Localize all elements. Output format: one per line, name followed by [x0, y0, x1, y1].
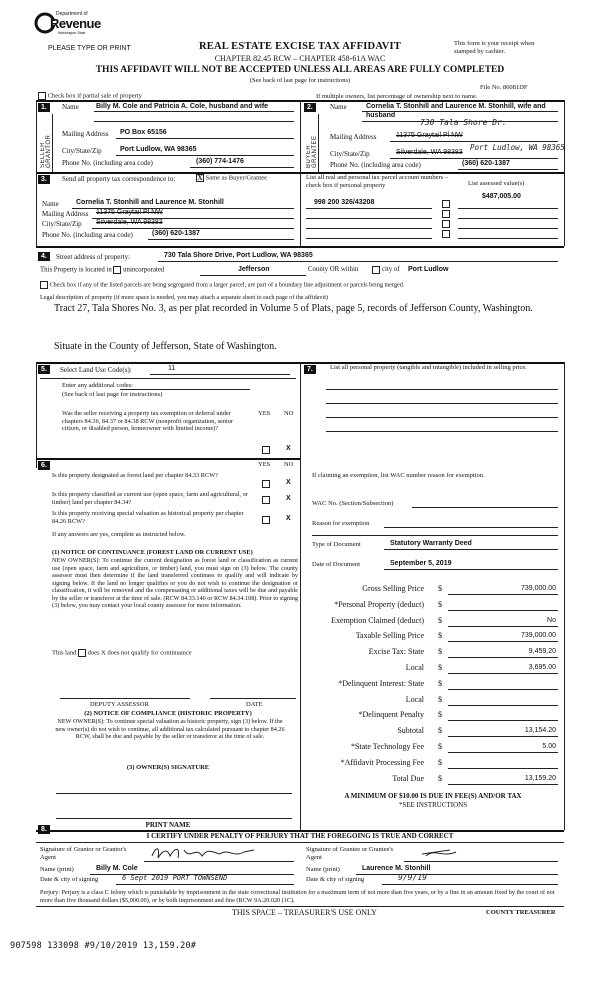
- notice2-body: NEW OWNER(S): To continue special valuation as historic property, sign (3) below. If the new owner(s) do not wish to continue, all additional tax calculated pursuant to chapter 84.26 RCW, shall be due and payable by the seller or transferor at the time of sale.: [55, 718, 285, 740]
- personal-property-label: List all personal property (tangible and intangible) included in selling price.: [330, 364, 527, 371]
- forest-yes-checkbox[interactable]: [262, 480, 270, 488]
- assessed-value-label: List assessed value(s): [468, 180, 525, 187]
- calc-underline: [448, 768, 558, 769]
- deputy-assessor-label: DEPUTY ASSESSOR: [90, 701, 149, 708]
- please-type: PLEASE TYPE OR PRINT: [48, 45, 131, 52]
- buyer-phone[interactable]: (360) 620-1387: [462, 160, 510, 167]
- buyer-mailing-label: Mailing Address: [330, 133, 377, 141]
- certify-statement: I CERTIFY UNDER PENALTY OF PERJURY THAT THE FOREGOING IS TRUE AND CORRECT: [146, 832, 454, 840]
- exemption-no-answer[interactable]: X: [286, 445, 291, 452]
- seller-name[interactable]: Billy M. Cole and Patricia A. Cole, husband and wife: [96, 103, 269, 110]
- sec3-phone[interactable]: (360) 620-1387: [152, 230, 200, 237]
- doc-date-label: Date of Document: [312, 561, 361, 568]
- see-instructions-note: *SEE INSTRUCTIONS: [398, 801, 468, 809]
- legal-description-label: Legal description of property (if more space is needed, you may attach a separate sheet to each page of the affidavit): [40, 294, 328, 301]
- parcel-number[interactable]: 998 200 326/43208: [314, 199, 375, 206]
- list-parcels-label: List all real and personal tax parcel account numbers – check box if personal property: [306, 174, 449, 189]
- forest-question: Is this property designated as forest land per chapter 84.33 RCW?: [52, 472, 218, 479]
- city-name[interactable]: Port Ludlow: [408, 266, 449, 273]
- unincorporated-label: unincorporated: [123, 266, 165, 274]
- partial-sale-row: [38, 92, 142, 100]
- county-name[interactable]: Jefferson: [238, 266, 270, 273]
- same-as-buyer-checkbox[interactable]: X: [197, 174, 203, 182]
- buyer-city-label: City/State/Zip: [330, 150, 370, 158]
- calc-label: Local: [405, 663, 424, 672]
- exemption-wac-label: If claiming an exemption, list WAC number reason for exemption.: [312, 472, 485, 479]
- county-or: County OR within: [308, 266, 359, 273]
- forest-no-answer[interactable]: X: [286, 479, 291, 486]
- city-of-checkbox[interactable]: [372, 266, 380, 274]
- grantor-name-label: Name (print): [40, 866, 74, 873]
- buyer-side-label: BUYER GRANTEE: [306, 135, 318, 168]
- doc-type-label: Type of Document: [312, 541, 361, 548]
- exemption-question: Was the seller receiving a property tax exemption or deferral under chapters 84.36, 84.37 or 84.38 RCW (nonprofit organization, senior citizen, or disabled person, homeowner with limited income)?: [62, 410, 233, 433]
- sec6-no: NO: [284, 461, 294, 468]
- calc-label: Total Due: [392, 773, 424, 783]
- calc-dollar-sign: $: [438, 647, 442, 657]
- this-land-label: This land: [52, 649, 77, 657]
- calc-underline: [448, 705, 558, 706]
- buyer-phone-label: Phone No. (including area code): [330, 161, 421, 169]
- grantee-signature-label: Signature of Grantee or Grantee's Agent: [306, 846, 394, 861]
- receipt-note: This form is your receipt when stamped by cashier.: [454, 40, 535, 55]
- doc-date[interactable]: September 5, 2019: [390, 560, 452, 567]
- calc-underline: [448, 657, 558, 658]
- section-3-number: 3.: [38, 175, 50, 184]
- grantor-date-label: Date & city of signing: [40, 876, 99, 883]
- calc-dollar-sign: $: [438, 615, 442, 625]
- calc-underline: [448, 720, 558, 721]
- unincorporated-checkbox[interactable]: [113, 266, 121, 274]
- calc-underline: [448, 610, 558, 611]
- located-prefix: This Property is located in: [40, 266, 112, 274]
- grantee-signature[interactable]: [420, 846, 460, 860]
- buyer-name[interactable]: Cornelia T. Stonhill and Laurence M. Stonhill, wife and husband: [366, 103, 546, 119]
- calc-label: Excise Tax: State: [368, 647, 424, 657]
- personal-property-checkbox-2[interactable]: [442, 210, 450, 218]
- calc-value[interactable]: 739,000.00: [520, 632, 556, 640]
- exemption-reason-label: Reason for exemption: [312, 520, 370, 527]
- calc-value[interactable]: 739,000.00: [520, 585, 556, 592]
- calc-value[interactable]: 5.00: [542, 743, 556, 750]
- notice1-title: (1) NOTICE OF CONTINUANCE (FOREST LAND OR CURRENT USE): [52, 549, 253, 556]
- sec3-city-label: City/State/Zip: [42, 220, 82, 228]
- personal-property-checkbox-1[interactable]: [442, 200, 450, 208]
- buyer-city-handwritten[interactable]: Port Ludlow, WA 98365: [470, 143, 565, 152]
- notice2-title: (2) NOTICE OF COMPLIANCE (HISTORIC PROPERTY): [84, 710, 252, 717]
- legal-description-1[interactable]: Tract 27, Tala Shores No. 3, as per plat recorded in Volume 5 of Plats, page 5, records of Jefferson County, Washington.: [54, 303, 533, 314]
- continuance-row: [52, 649, 192, 657]
- logo-name: Revenue: [50, 16, 101, 31]
- street-label: Street address of property:: [56, 253, 131, 261]
- sec5-see-back: (See back of last page for instructions): [62, 391, 163, 398]
- calc-underline: [448, 626, 558, 627]
- calc-label: Taxable Selling Price: [355, 631, 424, 641]
- calc-dollar-sign: $: [438, 694, 442, 704]
- calc-dollar-sign: $: [438, 710, 442, 720]
- calc-label: Subtotal: [397, 726, 424, 736]
- calc-dollar-sign: $: [438, 599, 442, 609]
- notice1-body: NEW OWNER(S): To continue the current designation as forest land or classification as current use (open space, farm and agriculture, or timber) land, you must sign on (3) below. The county assessor must then determine if the land transferred continues to qualify and will indicate by signing below. If the land no longer qualifies or you do not wish to continue the designation or classification, it will be removed and the compensating or additional taxes will be due and payable by the seller or transferor at the time of sale. (RCW 84.33.140 or RCW 84.34.108). Prior to signing (3) below, you may contact your local county assessor for more information.: [52, 557, 298, 609]
- calc-label: *Delinquent Penalty: [358, 710, 424, 720]
- calc-label: *Delinquent Interest: State: [338, 678, 424, 688]
- sec3-name-label: Name: [42, 200, 59, 208]
- section-8-number: 8.: [38, 825, 50, 834]
- buyer-city-struck: Silverdale, WA 98383: [396, 149, 463, 156]
- historic-no-answer[interactable]: X: [286, 515, 291, 522]
- file-number: File No. 86081DF: [480, 84, 528, 91]
- partial-sale-checkbox[interactable]: [38, 92, 46, 100]
- sec5-yes: YES: [258, 410, 271, 417]
- buyer-mailing-handwritten[interactable]: 730 Tala Shore Dr.: [420, 118, 507, 127]
- section-7-number: 7.: [304, 365, 316, 374]
- grantee-date-city[interactable]: 9/9/19: [398, 873, 427, 882]
- grantee-signature-icon: [420, 846, 460, 858]
- seller-mailing[interactable]: PO Box 65156: [120, 129, 167, 136]
- sec3-phone-label: Phone No. (including area code): [42, 231, 133, 239]
- personal-property-checkbox-3[interactable]: [442, 220, 450, 228]
- seller-mailing-label: Mailing Address: [62, 130, 109, 138]
- sec3-name[interactable]: Cornelia T. Stonhill and Laurence M. Stonhill: [76, 199, 224, 206]
- street-address[interactable]: 730 Tala Shore Drive, Port Ludlow, WA 98365: [164, 252, 313, 259]
- calc-dollar-sign: $: [438, 584, 442, 593]
- calc-label: *State Technology Fee: [350, 742, 424, 751]
- calc-dollar-sign: $: [438, 726, 442, 736]
- calc-label: Exemption Claimed (deduct): [331, 615, 424, 625]
- grantor-date-city[interactable]: 6 Sept 2019 PORT TOWNSEND: [122, 874, 228, 882]
- assessed-value[interactable]: $487,005.00: [482, 193, 521, 200]
- treasurer-stamp: 907598 133098 #9/10/2019 13,159.20#: [10, 941, 197, 951]
- city-of-label: city of: [382, 266, 400, 273]
- grantor-signature-label: Signature of Grantor or Grantor's Agent: [40, 846, 127, 861]
- sec3-mailing-struck: 11375 Graytail Pl NW: [96, 209, 163, 216]
- same-as-buyer-row: [196, 174, 267, 182]
- calc-underline: [448, 641, 558, 642]
- calc-dollar-sign: $: [438, 757, 442, 767]
- current-use-yes-checkbox[interactable]: [262, 496, 270, 504]
- grantee-date-label: Date & city of signing: [306, 876, 365, 883]
- located-row: [40, 266, 164, 274]
- calc-label: Gross Selling Price: [362, 584, 424, 593]
- segregated-label: Check box if any of the listed parcels are being segregated from a larger parcel, are part of a boundary line adjustment or parcels being merged.: [49, 281, 405, 289]
- seller-name-label: Name: [62, 103, 79, 111]
- calc-value[interactable]: No: [547, 616, 556, 624]
- calc-underline: [448, 736, 558, 737]
- personal-property-checkbox-4[interactable]: [442, 230, 450, 238]
- grantee-name[interactable]: Laurence M. Stonhill: [362, 865, 431, 872]
- seller-side-label: SELLER GRANTOR: [40, 134, 52, 168]
- form-title: REAL ESTATE EXCISE TAX AFFIDAVIT: [198, 41, 402, 52]
- calc-underline: [448, 689, 558, 690]
- logo-state: Washington State: [58, 31, 86, 35]
- does-label: does: [87, 649, 100, 657]
- calc-dollar-sign: $: [438, 631, 442, 641]
- grantee-name-label: Name (print): [306, 866, 340, 873]
- same-as-buyer-label: Same as Buyer/Grantee: [205, 174, 267, 182]
- seller-phone[interactable]: (360) 774-1476: [196, 158, 244, 165]
- minimum-due-note: A MINIMUM OF $10.00 IS DUE IN FEE(S) AND/OR TAX: [344, 792, 522, 800]
- calc-dollar-sign: $: [438, 663, 442, 672]
- calc-value[interactable]: 13,159.20: [524, 774, 556, 782]
- doc-type[interactable]: Statutory Warranty Deed: [390, 540, 472, 547]
- treasurer-use-label: THIS SPACE – TREASURER'S USE ONLY: [232, 908, 377, 917]
- grantor-name[interactable]: Billy M. Cole: [96, 865, 138, 872]
- section-2-number: 2.: [304, 103, 316, 112]
- section-1-number: 1.: [38, 103, 50, 112]
- land-use-code[interactable]: 11: [168, 365, 176, 372]
- assessor-date-label: DATE: [246, 701, 263, 708]
- additional-codes-label: Enter any additional codes:: [62, 382, 133, 389]
- county-treasurer-label: COUNTY TREASURER: [486, 909, 556, 916]
- form-see-back: (See back of last page for instructions): [249, 77, 351, 84]
- form-warning: THIS AFFIDAVIT WILL NOT BE ACCEPTED UNLESS ALL AREAS ARE FULLY COMPLETED: [95, 65, 505, 75]
- calc-underline: [448, 784, 558, 785]
- buyer-name-label: Name: [330, 103, 347, 111]
- if-yes-note: If any answers are yes, complete as instructed below.: [52, 531, 186, 538]
- print-name-label: PRINT NAME: [145, 821, 191, 829]
- perjury-statement: Perjury: Perjury is a class C felony which is punishable by imprisonment in the state correctional institution for a maximum term of not more than five years, or by a fine in an amount fixed by the court of not more than five thousand dollars ($5,000.00), or by both imprisonment and fine (RCW 9A.20.020 (1C).: [40, 889, 555, 904]
- segregated-checkbox[interactable]: [40, 281, 48, 289]
- calc-value[interactable]: 3,695.00: [528, 664, 556, 671]
- does-qualify-checkbox[interactable]: [78, 649, 86, 657]
- calc-dollar-sign: $: [438, 773, 442, 783]
- calc-value[interactable]: 13,154.20: [524, 727, 556, 735]
- owner-signature-label: (3) OWNER(S) SIGNATURE: [126, 764, 210, 771]
- calc-underline: [448, 752, 558, 753]
- logo-dept: Department of: [56, 11, 88, 17]
- sec3-city-struck: Silverdale, WA 98383: [96, 219, 163, 226]
- calc-underline: [448, 594, 558, 595]
- calc-underline: [448, 673, 558, 674]
- sec3-mailing-label: Mailing Address: [42, 210, 89, 218]
- section-5-number: 5.: [38, 365, 50, 374]
- legal-description-2[interactable]: Situate in the County of Jefferson, State of Washington.: [54, 341, 277, 352]
- buyer-mailing-struck: 11375 Graytail Pl NW: [396, 132, 463, 139]
- current-use-no-answer[interactable]: X: [286, 495, 291, 502]
- partial-sale-label: Check box if partial sale of property: [47, 92, 142, 100]
- calc-value[interactable]: 9,459.20: [528, 648, 556, 656]
- sec5-no: NO: [284, 410, 294, 417]
- multiple-owners-note: If multiple owners, list percentage of ownership next to name.: [316, 93, 478, 100]
- calc-label: *Personal Property (deduct): [334, 599, 424, 609]
- seller-phone-label: Phone No. (including area code): [62, 159, 153, 167]
- calc-label: Local: [405, 694, 424, 704]
- seller-city[interactable]: Port Ludlow, WA 98365: [120, 146, 197, 153]
- dor-logo: [34, 8, 101, 38]
- section-4-number: 4.: [38, 252, 50, 261]
- exemption-yes-checkbox[interactable]: [262, 446, 270, 454]
- grantor-signature-icon: [150, 844, 260, 862]
- calc-label: *Affidavit Processing Fee: [340, 757, 424, 767]
- does-not-label: X does not qualify for continuance: [101, 649, 192, 657]
- form-chapter: CHAPTER 82.45 RCW – CHAPTER 458-61A WAC: [214, 54, 386, 63]
- current-use-question: Is this property classified as current use (open space, farm and agricultural, or timber) land per chapter 84.34?: [52, 491, 248, 506]
- segregated-row: [40, 281, 404, 289]
- historic-question: Is this property receiving special valuation as historical property per chapter 84.26 RCW?: [52, 510, 244, 525]
- historic-yes-checkbox[interactable]: [262, 516, 270, 524]
- land-use-label: Select Land Use Code(s):: [60, 366, 132, 374]
- wac-no-label: WAC No. (Section/Subsection): [312, 500, 394, 507]
- sec6-yes: YES: [258, 461, 271, 468]
- send-correspondence-label: Send all property tax correspondence to:: [62, 175, 176, 183]
- calc-dollar-sign: $: [438, 742, 442, 751]
- calc-dollar-sign: $: [438, 678, 442, 688]
- section-6-number: 6.: [38, 461, 50, 470]
- seller-city-label: City/State/Zip: [62, 147, 102, 155]
